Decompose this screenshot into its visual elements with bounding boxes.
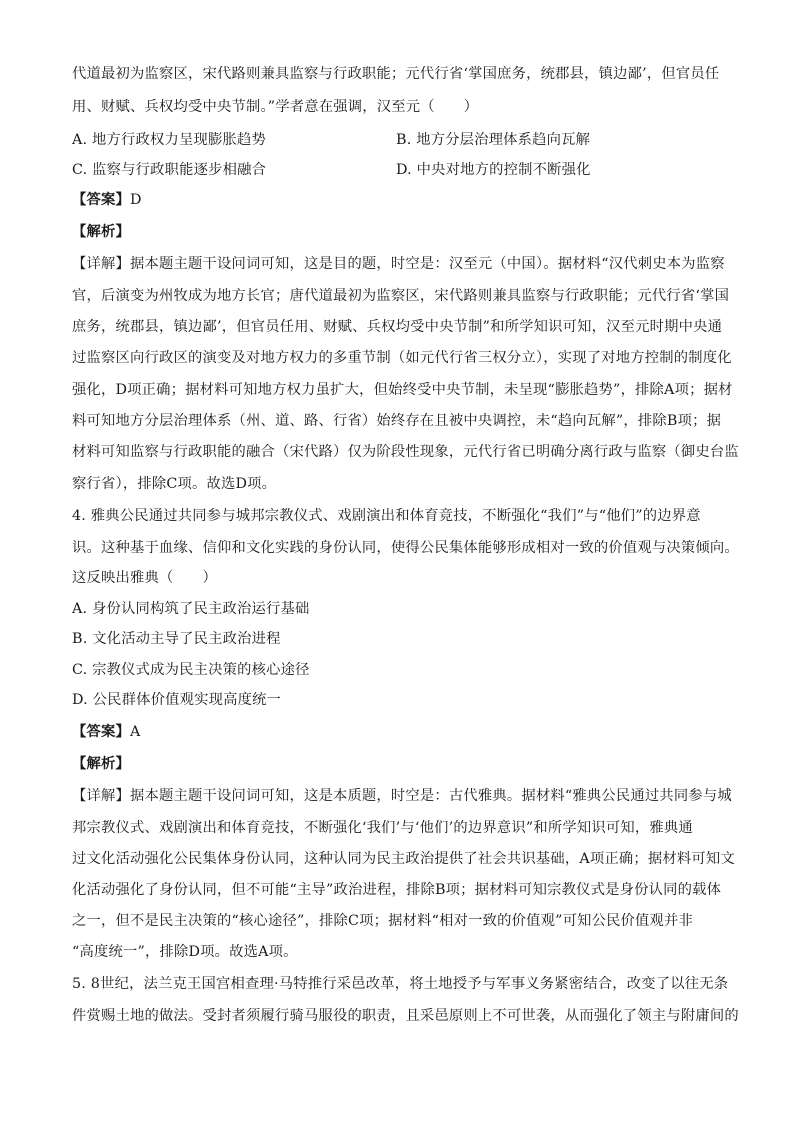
q5-stem-line-2: 件赏赐土地的做法。受封者须履行骑马服役的职责，且采邑原则上不可世袭，从而强化了领主与附庸间的 [72, 1008, 739, 1024]
q4-stem-line-3: 这反映出雅典（ ） [72, 570, 217, 586]
q3-detail-line-1: 【详解】据本题主题干设问词可知，这是目的题，时空是：汉至元（中国）。据材料“汉代刺史本为监察 [72, 256, 725, 272]
q3-detail-line-3: 庶务，统郡县，镇边鄙’，但官员任用、财赋、兵权均受中央节制”和所学知识可知，汉至元时期中央通 [72, 319, 723, 335]
q3-option-a: A. 地方行政权力呈现膨胀趋势 [72, 132, 266, 148]
q3-detail-line-2: 官，后演变为州牧成为地方长官；唐代道最初为监察区，宋代路则兼具监察与行政职能；元代行省‘掌国 [72, 288, 730, 304]
q4-stem-line-1: 4. 雅典公民通过共同参与城邦宗教仪式、戏剧演出和体育竞技，不断强化“我们”与“他们”的边界意 [72, 508, 701, 524]
q4-detail-line-1: 【详解】据本题主题干设问词可知，这是本质题，时空是：古代雅典。据材料“雅典公民通过共同参与城 [72, 788, 732, 804]
answer-tag: 【答案】 [72, 192, 130, 208]
q4-detail-line-4: 化活动强化了身份认同，但不可能“主导”政治进程，排除B项；据材料可知宗教仪式是身份认同的载体 [72, 882, 722, 898]
q4-analysis-tag: 【解析】 [72, 756, 130, 772]
q3-stem-line-1: 代道最初为监察区，宋代路则兼具监察与行政职能；元代行省‘掌国庶务，统郡县，镇边鄙’，但官员任 [72, 66, 720, 82]
answer-tag: 【答案】 [72, 724, 130, 740]
q3-option-b: B. 地方分层治理体系趋向瓦解 [396, 132, 591, 148]
q3-answer [72, 190, 722, 210]
q3-detail-line-6: 料可知地方分层治理体系（州、道、路、行省）始终存在且被中央调控，未“趋向瓦解”，排除B项；据 [72, 413, 722, 429]
q4-detail-line-3: 过文化活动强化公民集体身份认同，这种认同为民主政治提供了社会共识基础，A项正确；据材料可知文 [72, 851, 735, 867]
q3-detail-line-8: 察行省），排除C项。故选D项。 [72, 476, 277, 492]
q3-detail-line-5: 强化，D项正确；据材料可知地方权力虽扩大，但始终受中央节制，未呈现“膨胀趋势”，排除A项；据材 [72, 382, 733, 398]
q4-detail-line-5: 之一，但不是民主决策的“核心途径”，排除C项；据材料“相对一致的价值观”可知公民价值观并非 [72, 913, 694, 929]
q3-option-d: D. 中央对地方的控制不断强化 [396, 162, 591, 178]
answer-value: D [130, 192, 142, 208]
q4-option-a: A. 身份认同构筑了民主政治运行基础 [72, 601, 310, 617]
q4-answer [72, 722, 722, 742]
q4-detail-line-2: 邦宗教仪式、戏剧演出和体育竞技，不断强化‘我们’与‘他们’的边界意识”和所学知识可知，雅典通 [72, 820, 693, 836]
q4-stem-line-2: 识。这种基于血缘、信仰和文化实践的身份认同，使得公民集体能够形成相对一致的价值观与决策倾向。 [72, 540, 739, 556]
q3-detail-line-4: 过监察区向行政区的演变及对地方权力的多重节制（如元代行省三权分立），实现了对地方控制的制度化 [72, 350, 732, 366]
q3-analysis-tag: 【解析】 [72, 224, 130, 240]
q3-detail-line-7: 材料可知监察与行政职能的融合（宋代路）仅为阶段性现象，元代行省已明确分离行政与监察（御史台监 [72, 444, 739, 460]
q4-option-d: D. 公民群体价值观实现高度统一 [72, 692, 282, 708]
q5-stem-line-1: 5. 8世纪，法兰克王国宫相查理·马特推行采邑改革，将土地授予与军事义务紧密结合，改变了以往无条 [72, 976, 729, 992]
answer-value: A [130, 724, 141, 740]
q4-option-b: B. 文化活动主导了民主政治进程 [72, 631, 281, 647]
q4-option-c: C. 宗教仪式成为民主决策的核心途径 [72, 662, 310, 678]
q4-detail-line-6: “高度统一”，排除D项。故选A项。 [72, 944, 298, 960]
q3-option-c: C. 监察与行政职能逐步相融合 [72, 162, 267, 178]
q3-stem-line-2: 用、财赋、兵权均受中央节制。”学者意在强调，汉至元（ ） [72, 99, 479, 115]
